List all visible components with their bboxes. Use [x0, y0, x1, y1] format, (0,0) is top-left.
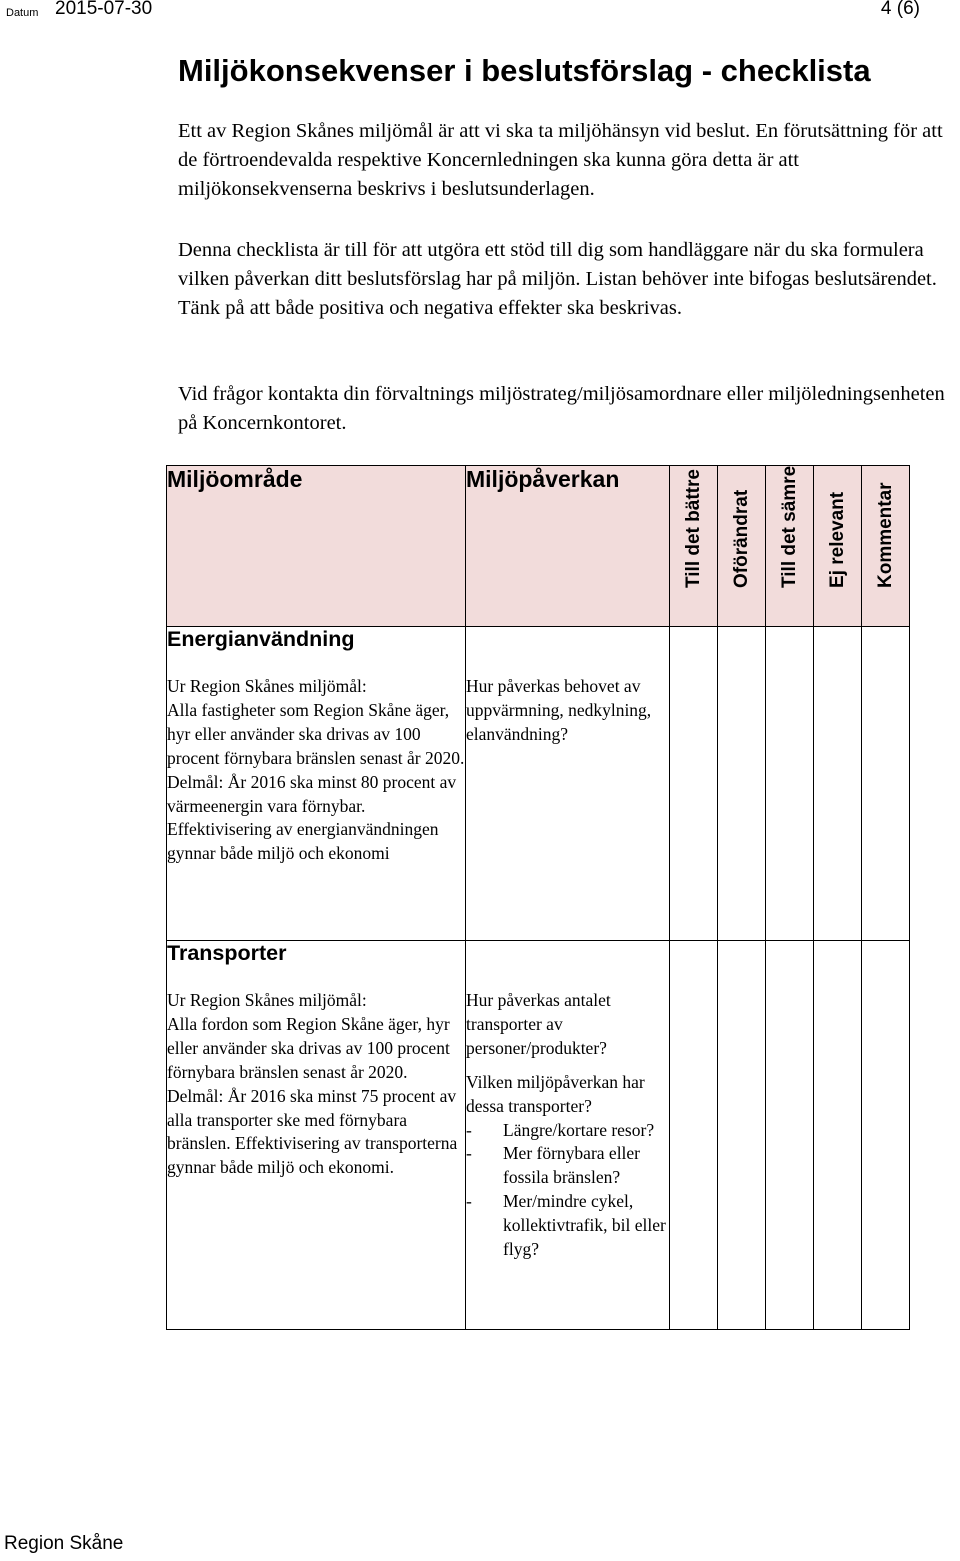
checkbox-cell-unchanged[interactable]	[718, 627, 766, 941]
column-header-environmental-area: Miljöområde	[167, 466, 466, 627]
column-header-unchanged: Oförändrat	[718, 466, 766, 627]
checkbox-cell-worse[interactable]	[766, 941, 814, 1330]
intro-paragraph: Ett av Region Skånes miljömål är att vi ska ta miljöhänsyn vid beslut. En förutsättning för att de förtroendevalda respektive Koncernledningen ska kunna göra detta är att miljökonsekvenserna beskrivs i beslutsunderlagen.	[178, 120, 943, 200]
empty-cell	[466, 941, 670, 990]
list-item-text: Mer förnybara eller fossila bränslen?	[503, 1143, 641, 1188]
section-title-energy: Energianvändning	[167, 627, 466, 676]
bullet-dash: -	[466, 1191, 472, 1212]
checkbox-cell-better[interactable]	[670, 941, 718, 1330]
section-title-transport: Transporter	[167, 941, 466, 990]
impact-question: Hur påverkas behovet av uppvärmning, nedkylning, elanvändning?	[466, 676, 652, 744]
section-title-row	[167, 627, 910, 676]
list-item	[466, 1142, 669, 1190]
section-title-row	[167, 941, 910, 990]
list-item	[466, 1119, 669, 1143]
comment-cell[interactable]	[862, 627, 910, 941]
footer-organization: Region Skåne	[4, 1533, 124, 1554]
page-title: Miljökonsekvenser i beslutsförslag - checklista	[178, 53, 871, 88]
impact-bullet-list	[466, 1119, 669, 1262]
checkbox-cell-not-relevant[interactable]	[814, 627, 862, 941]
checkbox-cell-worse[interactable]	[766, 627, 814, 941]
checkbox-cell-better[interactable]	[670, 627, 718, 941]
checkbox-cell-not-relevant[interactable]	[814, 941, 862, 1330]
transport-impact-questions	[466, 989, 670, 1330]
comment-cell[interactable]	[862, 941, 910, 1330]
checklist-table	[166, 465, 910, 1330]
purpose-paragraph: Denna checklista är till för att utgöra ett stöd till dig som handläggare när du ska formulera vilken påverkan ditt beslutsförslag har på miljön. Listan behöver inte bifogas beslutsärendet. Tänk på att både positiva och negativa effekter ska beskrivas.	[178, 239, 937, 319]
checkbox-cell-unchanged[interactable]	[718, 941, 766, 1330]
impact-question: Vilken miljöpåverkan har dessa transporter?	[466, 1071, 645, 1116]
column-header-better: Till det bättre	[670, 466, 718, 627]
empty-cell	[466, 627, 670, 676]
bullet-dash: -	[466, 1119, 472, 1140]
contact-paragraph: Vid frågor kontakta din förvaltnings miljöstrateg/miljösamordnare eller miljöledningsenheten på Koncernkontoret.	[178, 383, 945, 434]
table-header-row	[167, 466, 910, 627]
transport-goal-text: Ur Region Skånes miljömål: Alla fordon som Region Skåne äger, hyr eller använder ska drivas av 100 procent förnybara bränslen senast år 2020. Delmål: År 2016 ska minst 75 procent av alla transporter ske med förnybara bränslen. Effektivisering av transporterna gynnar både miljö och ekonomi.	[167, 989, 466, 1330]
page-number: 4 (6)	[880, 0, 920, 19]
impact-question: Hur påverkas antalet transporter av personer/produkter?	[466, 990, 611, 1058]
document-date: 2015-07-30	[55, 0, 153, 19]
date-label: Datum	[6, 7, 39, 19]
column-header-comment: Kommentar	[862, 466, 910, 627]
list-item-text: Längre/kortare resor?	[503, 1119, 655, 1140]
column-header-environmental-impact: Miljöpåverkan	[466, 466, 670, 627]
column-header-worse: Till det sämre	[766, 466, 814, 627]
list-item-text: Mer/mindre cykel, kollektivtrafik, bil eller flyg?	[503, 1191, 666, 1260]
bullet-dash: -	[466, 1143, 472, 1164]
energy-impact-question	[466, 675, 670, 941]
energy-goal-text: Ur Region Skånes miljömål: Alla fastigheter som Region Skåne äger, hyr eller använder ska drivas av 100 procent förnybara bränslen senast år 2020. Delmål: År 2016 ska minst 80 procent av värmeenergin vara förnybar. Effektivisering av energianvändningen gynnar både miljö och ekonomi	[167, 675, 466, 941]
column-header-not-relevant: Ej relevant	[814, 466, 862, 627]
list-item	[466, 1190, 669, 1262]
